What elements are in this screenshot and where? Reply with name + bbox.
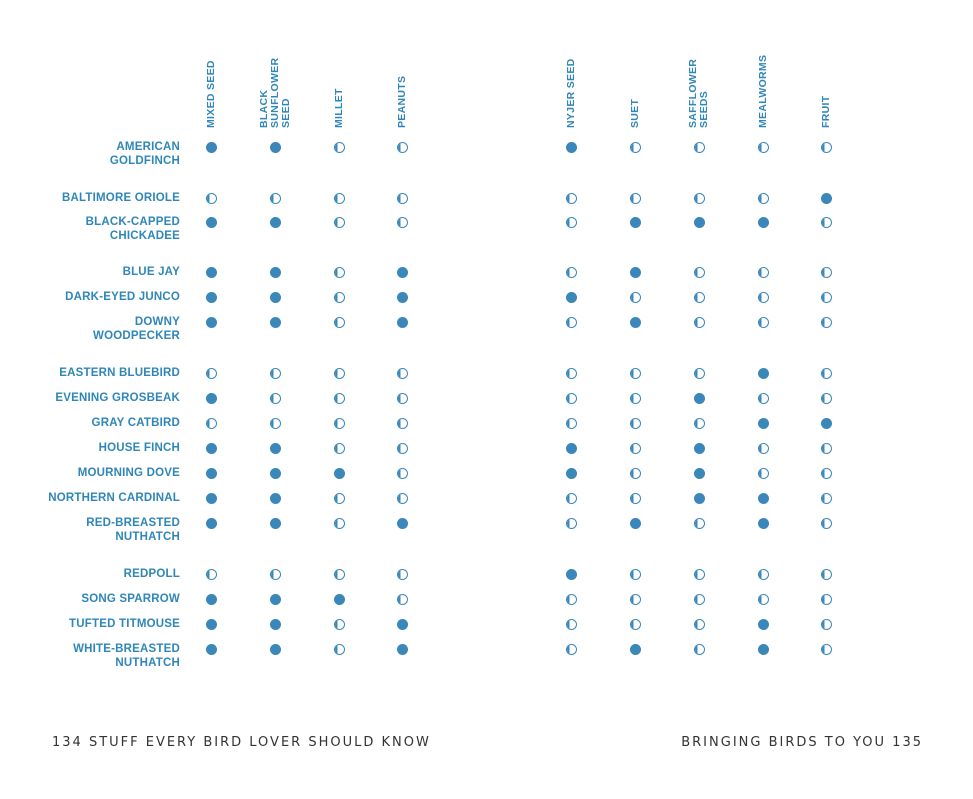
bird-name: HOUSE FINCH <box>98 442 180 454</box>
not-preferred-food-dot <box>566 393 577 404</box>
preferred-food-dot <box>758 644 769 655</box>
not-preferred-food-dot <box>566 418 577 429</box>
not-preferred-food-dot <box>821 217 832 228</box>
not-preferred-food-dot <box>334 493 345 504</box>
bird-name: BALTIMORE ORIOLE <box>62 192 180 204</box>
preferred-food-dot <box>630 518 641 529</box>
preferred-food-dot <box>694 443 705 454</box>
not-preferred-food-dot <box>758 317 769 328</box>
preferred-food-dot <box>206 468 217 479</box>
not-preferred-food-dot <box>397 217 408 228</box>
not-preferred-food-dot <box>630 418 641 429</box>
not-preferred-food-dot <box>630 368 641 379</box>
preferred-food-dot <box>206 267 217 278</box>
not-preferred-food-dot <box>334 619 345 630</box>
not-preferred-food-dot <box>758 292 769 303</box>
not-preferred-food-dot <box>694 418 705 429</box>
not-preferred-food-dot <box>397 468 408 479</box>
not-preferred-food-dot <box>397 443 408 454</box>
not-preferred-food-dot <box>630 193 641 204</box>
not-preferred-food-dot <box>694 267 705 278</box>
preferred-food-dot <box>270 292 281 303</box>
not-preferred-food-dot <box>334 317 345 328</box>
not-preferred-food-dot <box>758 142 769 153</box>
not-preferred-food-dot <box>694 594 705 605</box>
not-preferred-food-dot <box>334 443 345 454</box>
preferred-food-dot <box>270 142 281 153</box>
not-preferred-food-dot <box>630 443 641 454</box>
preferred-food-dot <box>758 619 769 630</box>
not-preferred-food-dot <box>630 569 641 580</box>
not-preferred-food-dot <box>566 594 577 605</box>
preferred-food-dot <box>566 292 577 303</box>
not-preferred-food-dot <box>334 292 345 303</box>
not-preferred-food-dot <box>694 644 705 655</box>
preferred-food-dot <box>270 267 281 278</box>
not-preferred-food-dot <box>270 569 281 580</box>
not-preferred-food-dot <box>630 468 641 479</box>
not-preferred-food-dot <box>821 569 832 580</box>
preferred-food-dot <box>270 443 281 454</box>
not-preferred-food-dot <box>694 518 705 529</box>
preferred-food-dot <box>206 217 217 228</box>
preferred-food-dot <box>206 142 217 153</box>
column-header: MEALWORMS <box>756 54 769 128</box>
not-preferred-food-dot <box>630 292 641 303</box>
column-header: NYJER SEED <box>564 58 577 128</box>
not-preferred-food-dot <box>566 368 577 379</box>
not-preferred-food-dot <box>334 267 345 278</box>
preferred-food-dot <box>397 292 408 303</box>
not-preferred-food-dot <box>821 619 832 630</box>
column-header: SUET <box>628 98 641 128</box>
preferred-food-dot <box>758 493 769 504</box>
preferred-food-dot <box>270 468 281 479</box>
not-preferred-food-dot <box>397 193 408 204</box>
not-preferred-food-dot <box>397 569 408 580</box>
preferred-food-dot <box>206 443 217 454</box>
not-preferred-food-dot <box>206 569 217 580</box>
not-preferred-food-dot <box>758 193 769 204</box>
preferred-food-dot <box>270 217 281 228</box>
preferred-food-dot <box>270 594 281 605</box>
column-header: BLACK SUNFLOWER SEED <box>257 57 292 128</box>
bird-name: BLUE JAY <box>122 266 180 278</box>
not-preferred-food-dot <box>270 418 281 429</box>
not-preferred-food-dot <box>821 468 832 479</box>
not-preferred-food-dot <box>821 393 832 404</box>
bird-name: EVENING GROSBEAK <box>55 392 180 404</box>
preferred-food-dot <box>566 443 577 454</box>
bird-name: AMERICAN GOLDFINCH <box>109 141 180 167</box>
not-preferred-food-dot <box>334 518 345 529</box>
preferred-food-dot <box>206 292 217 303</box>
not-preferred-food-dot <box>694 292 705 303</box>
preferred-food-dot <box>758 217 769 228</box>
not-preferred-food-dot <box>270 393 281 404</box>
not-preferred-food-dot <box>694 569 705 580</box>
bird-name: DARK-EYED JUNCO <box>65 291 180 303</box>
not-preferred-food-dot <box>334 368 345 379</box>
not-preferred-food-dot <box>821 142 832 153</box>
preferred-food-dot <box>630 644 641 655</box>
not-preferred-food-dot <box>334 569 345 580</box>
not-preferred-food-dot <box>334 193 345 204</box>
column-header: MILLET <box>332 88 345 128</box>
preferred-food-dot <box>206 493 217 504</box>
not-preferred-food-dot <box>270 368 281 379</box>
right-page-footer: BRINGING BIRDS TO YOU 135 <box>681 735 923 750</box>
not-preferred-food-dot <box>694 368 705 379</box>
not-preferred-food-dot <box>758 393 769 404</box>
bird-name: GRAY CATBIRD <box>91 417 180 429</box>
not-preferred-food-dot <box>397 594 408 605</box>
not-preferred-food-dot <box>694 193 705 204</box>
preferred-food-dot <box>821 193 832 204</box>
preferred-food-dot <box>630 267 641 278</box>
not-preferred-food-dot <box>270 193 281 204</box>
not-preferred-food-dot <box>630 619 641 630</box>
preferred-food-dot <box>206 644 217 655</box>
not-preferred-food-dot <box>758 594 769 605</box>
not-preferred-food-dot <box>566 619 577 630</box>
preferred-food-dot <box>206 393 217 404</box>
preferred-food-dot <box>334 594 345 605</box>
preferred-food-dot <box>270 619 281 630</box>
preferred-food-dot <box>694 393 705 404</box>
not-preferred-food-dot <box>397 493 408 504</box>
bird-name: NORTHERN CARDINAL <box>48 492 180 504</box>
not-preferred-food-dot <box>821 518 832 529</box>
not-preferred-food-dot <box>397 142 408 153</box>
preferred-food-dot <box>334 468 345 479</box>
not-preferred-food-dot <box>397 418 408 429</box>
not-preferred-food-dot <box>206 418 217 429</box>
preferred-food-dot <box>566 569 577 580</box>
not-preferred-food-dot <box>566 493 577 504</box>
not-preferred-food-dot <box>758 468 769 479</box>
preferred-food-dot <box>758 368 769 379</box>
bird-name: REDPOLL <box>123 568 180 580</box>
not-preferred-food-dot <box>397 368 408 379</box>
not-preferred-food-dot <box>334 142 345 153</box>
not-preferred-food-dot <box>566 644 577 655</box>
preferred-food-dot <box>206 518 217 529</box>
not-preferred-food-dot <box>821 443 832 454</box>
bird-name: MOURNING DOVE <box>77 467 180 479</box>
not-preferred-food-dot <box>758 443 769 454</box>
not-preferred-food-dot <box>821 493 832 504</box>
not-preferred-food-dot <box>630 393 641 404</box>
preferred-food-dot <box>694 217 705 228</box>
not-preferred-food-dot <box>821 267 832 278</box>
not-preferred-food-dot <box>566 217 577 228</box>
bird-name: DOWNY WOODPECKER <box>93 316 180 342</box>
not-preferred-food-dot <box>334 393 345 404</box>
preferred-food-dot <box>397 267 408 278</box>
not-preferred-food-dot <box>206 193 217 204</box>
preferred-food-dot <box>270 518 281 529</box>
not-preferred-food-dot <box>821 594 832 605</box>
not-preferred-food-dot <box>694 619 705 630</box>
preferred-food-dot <box>821 418 832 429</box>
not-preferred-food-dot <box>334 217 345 228</box>
not-preferred-food-dot <box>758 267 769 278</box>
bird-name: SONG SPARROW <box>81 593 180 605</box>
column-header: MIXED SEED <box>204 60 217 128</box>
preferred-food-dot <box>566 468 577 479</box>
not-preferred-food-dot <box>694 142 705 153</box>
not-preferred-food-dot <box>334 644 345 655</box>
preferred-food-dot <box>694 468 705 479</box>
preferred-food-dot <box>270 493 281 504</box>
not-preferred-food-dot <box>694 317 705 328</box>
not-preferred-food-dot <box>630 594 641 605</box>
preferred-food-dot <box>630 317 641 328</box>
preferred-food-dot <box>397 518 408 529</box>
not-preferred-food-dot <box>821 644 832 655</box>
column-header: FRUIT <box>819 95 832 128</box>
bird-name: EASTERN BLUEBIRD <box>59 367 180 379</box>
preferred-food-dot <box>694 493 705 504</box>
preferred-food-dot <box>397 619 408 630</box>
not-preferred-food-dot <box>821 292 832 303</box>
column-header: PEANUTS <box>395 75 408 128</box>
preferred-food-dot <box>270 644 281 655</box>
not-preferred-food-dot <box>566 193 577 204</box>
not-preferred-food-dot <box>397 393 408 404</box>
not-preferred-food-dot <box>334 418 345 429</box>
bird-name: WHITE-BREASTED NUTHATCH <box>73 643 180 669</box>
not-preferred-food-dot <box>821 368 832 379</box>
preferred-food-dot <box>758 518 769 529</box>
bird-name: RED-BREASTED NUTHATCH <box>86 517 180 543</box>
not-preferred-food-dot <box>758 569 769 580</box>
preferred-food-dot <box>397 644 408 655</box>
preferred-food-dot <box>206 317 217 328</box>
preferred-food-dot <box>270 317 281 328</box>
not-preferred-food-dot <box>821 317 832 328</box>
preferred-food-dot <box>758 418 769 429</box>
bird-name: BLACK-CAPPED CHICKADEE <box>85 216 180 242</box>
not-preferred-food-dot <box>566 518 577 529</box>
not-preferred-food-dot <box>630 493 641 504</box>
preferred-food-dot <box>206 594 217 605</box>
preferred-food-dot <box>206 619 217 630</box>
not-preferred-food-dot <box>630 142 641 153</box>
preferred-food-dot <box>630 217 641 228</box>
not-preferred-food-dot <box>566 267 577 278</box>
bird-name: TUFTED TITMOUSE <box>69 618 180 630</box>
column-header: SAFFLOWER SEEDS <box>687 58 710 128</box>
left-page-footer: 134 STUFF EVERY BIRD LOVER SHOULD KNOW <box>52 735 431 750</box>
preferred-food-dot <box>397 317 408 328</box>
preferred-food-dot <box>566 142 577 153</box>
not-preferred-food-dot <box>566 317 577 328</box>
not-preferred-food-dot <box>206 368 217 379</box>
